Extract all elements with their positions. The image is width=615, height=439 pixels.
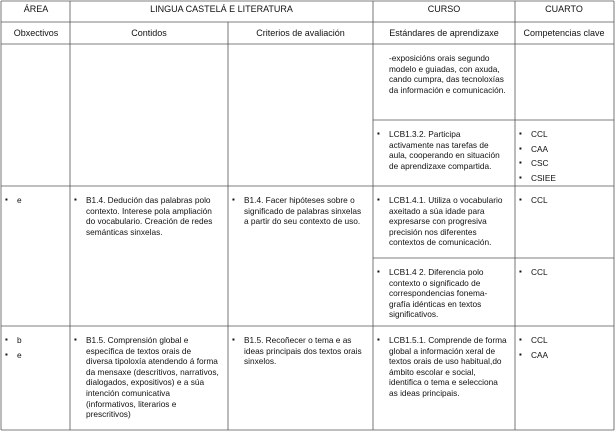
list-item: ▪ CAA xyxy=(519,144,606,155)
list-item: -exposicións orais segundo modelo e guiadas, con axuda, cando cumpra, das tecnoloxías da información e comunicación. xyxy=(389,53,506,95)
list-item: ▪ LCB1.4 2. Diferencia polo contexto o significado de correspondencias fonema-grafía idénticas en textos significativos. xyxy=(377,267,507,320)
cell-objectives xyxy=(5,195,62,324)
cell-standards xyxy=(377,129,507,184)
cell-objectives xyxy=(5,335,62,428)
header-area: ÁREA xyxy=(23,4,49,14)
header-course-value: CUARTO xyxy=(545,4,583,14)
criteria-list xyxy=(232,335,365,367)
criteria-list xyxy=(232,195,365,227)
cell-competences xyxy=(519,195,606,256)
list-item: ▪ B1.5. Comprensión global e específica de textos orais de diversa tipoloxía atendendo á forma da mensaxe (descritivos, narrativos, dialogados, expositivos) e a súa intención comunicativa (informativos, literarios e prescritivos) xyxy=(74,335,220,420)
list-item: ▪ LCB1.5.1. Comprende de forma global a información xeral de textos orais de uso habitual,do ámbito escolar e social, identifica o tema e selecciona as ideas principais. xyxy=(377,335,507,399)
list-item: ▪ LCB1.4.1. Utiliza o vocabulario axeitado a súa idade para expresarse con progresiva precisión nos diferentes contextos de comunicación. xyxy=(377,195,507,248)
header-subject: LINGUA CASTELÁ E LITERATURA xyxy=(150,4,293,14)
cell-standards xyxy=(377,335,507,428)
cell-criteria xyxy=(232,195,365,324)
standards-list xyxy=(377,129,507,171)
cell-standards xyxy=(377,53,507,118)
list-item: ▪ b xyxy=(5,335,62,346)
competences-list xyxy=(519,267,606,278)
list-item: ▪ B1.4. Dedución das palabras polo contexto. Interese pola ampliación do vocabulario. Creación de redes semánticas sinxelas. xyxy=(74,195,220,237)
list-item: ▪ e xyxy=(5,195,62,206)
header-course-label: CURSO xyxy=(427,4,461,14)
column-header-objectives: Obxectivos xyxy=(13,28,59,38)
cell-contents xyxy=(74,335,220,428)
cell-objectives xyxy=(5,53,62,184)
list-item: ▪ CSC xyxy=(519,158,606,169)
standards-list xyxy=(377,195,507,248)
competences-list xyxy=(519,129,606,183)
list-item: ▪ B1.5. Recoñecer o tema e as ideas principais dos textos orais sinxelos. xyxy=(232,335,365,367)
standards-list xyxy=(377,267,507,320)
list-item: ▪ B1.4. Facer hipóteses sobre o significado de palabras sinxelas a partir do seu contexto de uso. xyxy=(232,195,365,227)
list-item: ▪ CCL xyxy=(519,267,606,278)
column-header-standards: Estándares de aprendizaxe xyxy=(389,28,499,38)
list-item: ▪ CCL xyxy=(519,195,606,206)
cell-criteria xyxy=(232,53,365,184)
competences-list xyxy=(519,335,606,360)
list-item: ▪ e xyxy=(5,350,62,361)
objectives-list xyxy=(5,195,62,206)
cell-competences xyxy=(519,335,606,428)
contents-list xyxy=(74,195,220,237)
cell-standards xyxy=(377,267,507,324)
column-header-competences: Competencias clave xyxy=(523,28,605,38)
column-header-contents: Contidos xyxy=(131,28,167,38)
cell-competences xyxy=(519,267,606,324)
cell-standards xyxy=(377,195,507,256)
list-item: ▪ CAA xyxy=(519,350,606,361)
list-item: ▪ LCB1.3.2. Participa activamente nas tarefas de aula, cooperando en situación de aprendizaxe compartida. xyxy=(377,129,507,171)
cell-contents xyxy=(74,195,220,324)
objectives-list xyxy=(5,335,62,360)
list-item: ▪ CCL xyxy=(519,335,606,346)
cell-criteria xyxy=(232,335,365,428)
standards-list xyxy=(377,53,507,95)
cell-contents xyxy=(74,53,220,184)
cell-competences xyxy=(519,53,606,118)
cell-competences xyxy=(519,129,606,184)
contents-list xyxy=(74,335,220,420)
list-item: ▪ CCL xyxy=(519,129,606,140)
competences-list xyxy=(519,195,606,206)
list-item: ▪ CSIEE xyxy=(519,173,606,184)
column-header-criteria: Criterios de avaliación xyxy=(256,28,345,38)
standards-list xyxy=(377,335,507,399)
